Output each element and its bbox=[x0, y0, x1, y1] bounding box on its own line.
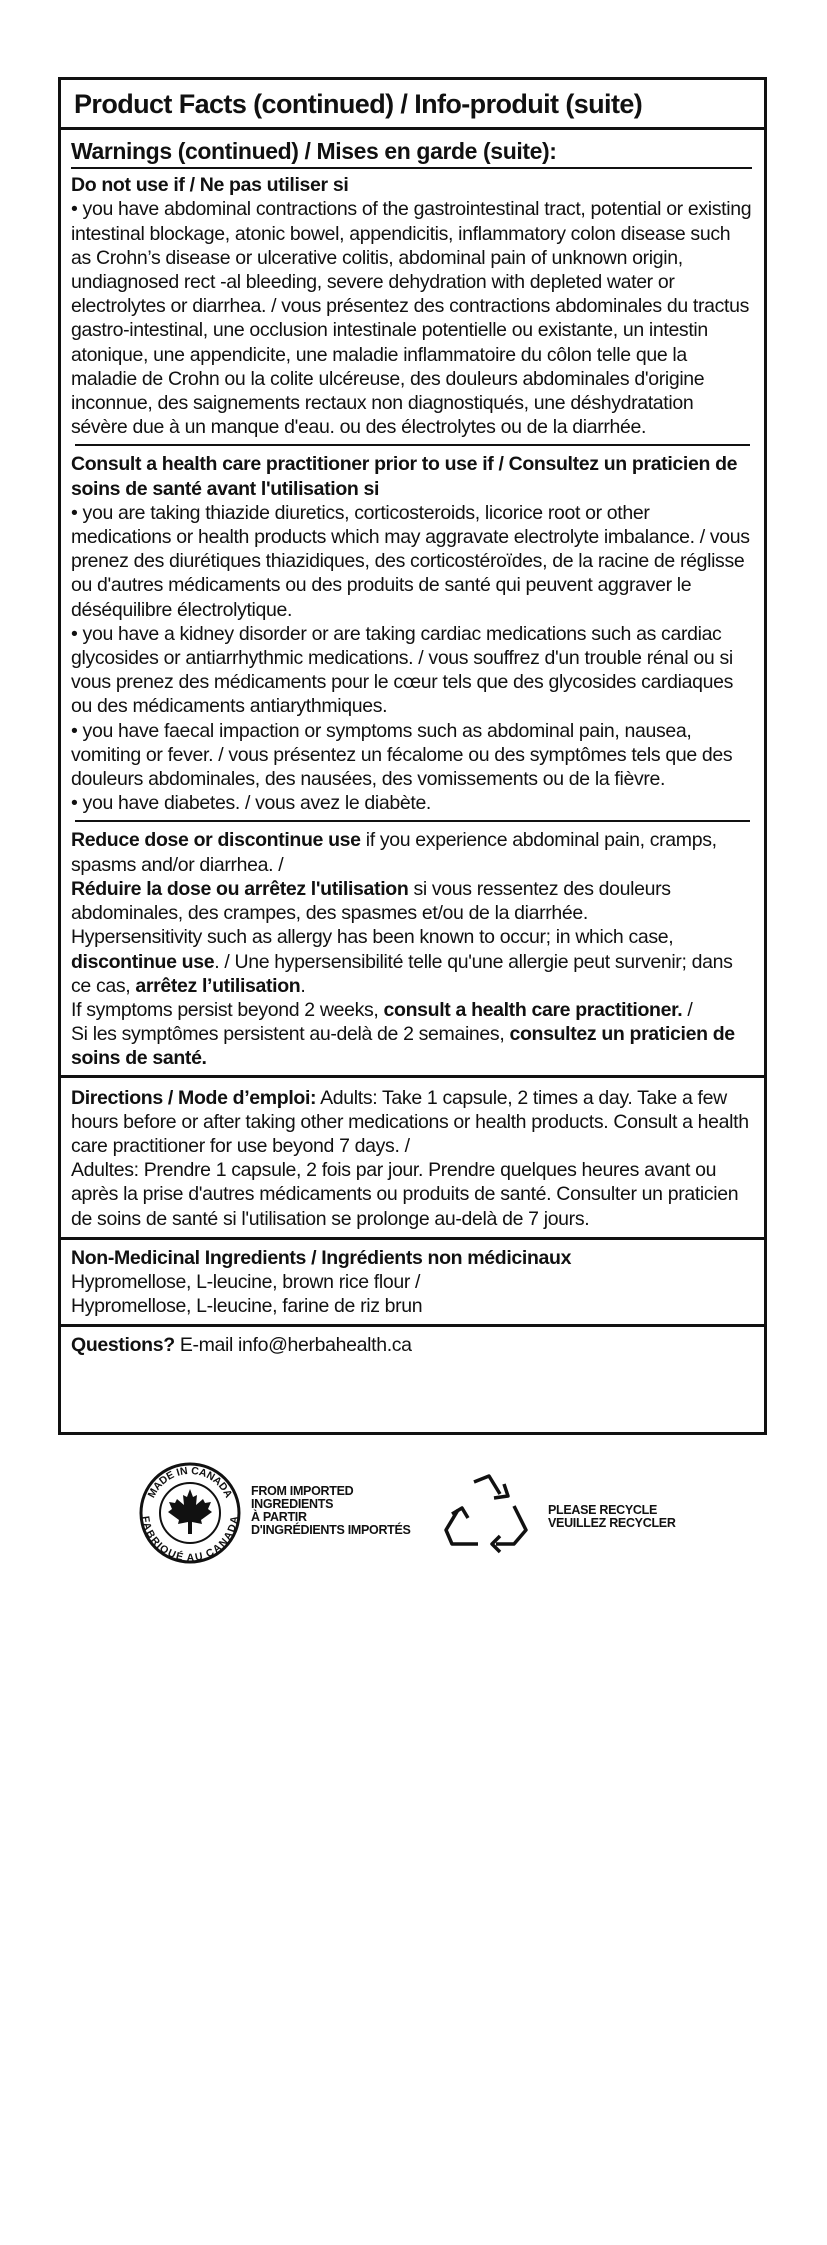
directions-section bbox=[61, 1078, 764, 1237]
period: . bbox=[300, 974, 306, 997]
directions-text: Adultes: Prendre 1 capsule, 2 fois par jour. Prendre quelques heures avant ou après la prise d'autres médicaments ou produits de santé. Consulter un praticien de soins de santé si l'utilisation se prolonge au-delà de 7 jours. bbox=[71, 1159, 739, 1230]
ingredients-line: Hypromellose, L-leucine, brown rice flour / bbox=[71, 1270, 421, 1293]
questions-label: Questions? bbox=[71, 1334, 175, 1357]
reduce-text: if you experience abdominal pain, cramps, spasms and/or diarrhea. / bbox=[71, 829, 717, 876]
ingredients-heading: Non-Medicinal Ingredients / Ingrédients non médicinaux bbox=[71, 1246, 572, 1269]
origin-line: À PARTIR bbox=[251, 1510, 307, 1524]
questions-section bbox=[61, 1327, 764, 1357]
consult-section bbox=[61, 452, 764, 815]
seal-bottom-text: FABRIQUÉ AU CANADA bbox=[139, 1515, 241, 1565]
directions-heading: Directions / Mode d’emploi: bbox=[71, 1086, 317, 1109]
recycle-icon bbox=[442, 1472, 532, 1558]
ingredients-line: Hypromellose, L-leucine, farine de riz brun bbox=[71, 1295, 423, 1318]
seal-top-text: MADE IN CANADA bbox=[145, 1464, 235, 1500]
consult-item: • you have a kidney disorder or are taking cardiac medications such as cardiac glycosides or antiarrhythmic medications. / vous souffrez d'un trouble rénal ou si vous prenez des médicaments pour le cœur tels que des glycosides cardiaques ou des médicaments antiarythmiques. bbox=[71, 622, 734, 718]
warnings-section bbox=[61, 139, 764, 439]
directions-text: Adults: Take 1 capsule, 2 times a day. Take a few hours before or after taking other medications or health products. Consult a health care practitioner for use beyond 7 days. / bbox=[71, 1086, 749, 1157]
divider bbox=[75, 444, 750, 446]
made-in-canada-seal bbox=[138, 1461, 242, 1565]
maple-leaf-icon bbox=[168, 1489, 212, 1534]
persist-text: / bbox=[682, 998, 693, 1021]
persist-text: Si les symptômes persistent au-delà de 2 semaines, bbox=[71, 1023, 505, 1046]
questions-email: E-mail info@herbahealth.ca bbox=[174, 1334, 412, 1357]
reduce-bold: Réduire la dose ou arrêtez l'utilisation bbox=[71, 877, 409, 900]
stop-bold: arrêtez l’utilisation bbox=[135, 974, 301, 997]
panel-title: Product Facts (continued) / Info-produit (suite) bbox=[61, 80, 764, 130]
badges-area bbox=[0, 1460, 827, 1570]
hypersensitivity-text: Hypersensitivity such as allergy has been known to occur; in which case, bbox=[71, 926, 674, 949]
consult-bold: consult a health care practitioner. bbox=[383, 998, 683, 1021]
product-facts-panel bbox=[58, 77, 767, 1435]
consult-item: • you have faecal impaction or symptoms such as abdominal pain, nausea, vomiting or fever. / vous présentez un fécalome ou des symptômes tels que des douleurs abdominales, des nausées, des vomissements ou de la fièvre. bbox=[71, 719, 733, 791]
origin-text bbox=[251, 1485, 411, 1537]
do-not-use-heading: Do not use if / Ne pas utiliser si bbox=[71, 174, 349, 197]
persist-text: If symptoms persist beyond 2 weeks, bbox=[71, 998, 379, 1021]
reduce-text: si vous ressentez des douleurs abdominales, des crampes, des spasmes et/ou de la diarrhée. bbox=[71, 877, 671, 925]
recycle-line: VEUILLEZ RECYCLER bbox=[548, 1516, 676, 1530]
recycle-line: PLEASE RECYCLE bbox=[548, 1503, 658, 1517]
origin-line: INGREDIENTS bbox=[251, 1497, 334, 1511]
hypersensitivity-text: . / Une hypersensibilité telle qu'une allergie peut survenir; dans ce cas, bbox=[71, 950, 733, 997]
origin-line: FROM IMPORTED bbox=[251, 1484, 354, 1498]
consult-heading: Consult a health care practitioner prior to use if / Consultez un praticien de soins de santé avant l'utilisation si bbox=[71, 453, 738, 500]
discontinue-bold: discontinue use bbox=[71, 950, 215, 973]
do-not-use-text: • you have abdominal contractions of the gastrointestinal tract, potential or existing intestinal blockage, atonic bowel, appendicitis, inflammatory colon disease such as Crohn’s disease or ulcerative colitis, abdominal pain of unknown origin, undiagnosed rect -al bleeding, severe dehydration with depleted water or electrolytes or diarrhea. / vous présentez des contractions abdominales du tractus gastro-intestinal, une occlusion intestinale potentielle ou existante, un intestin atonique, une appendicite, une maladie inflammatoire du côlon telle que la maladie de Crohn ou la colite ulcéreuse, des douleurs abdominales d'origine inconnue, des saignements rectaux non diagnostiqués, une déshydratation sévère due à un manque d'eau. ou des électrolytes ou de la diarrhée. bbox=[71, 198, 752, 439]
reduce-section bbox=[61, 828, 764, 1074]
origin-line: D'INGRÉDIENTS IMPORTÉS bbox=[251, 1523, 411, 1537]
warnings-heading: Warnings (continued) / Mises en garde (suite): bbox=[71, 139, 752, 169]
recycle-text bbox=[548, 1504, 676, 1530]
reduce-bold: Reduce dose or discontinue use bbox=[71, 829, 361, 852]
consult-bold: consultez un praticien de soins de santé. bbox=[71, 1023, 735, 1070]
divider bbox=[75, 820, 750, 822]
consult-item: • you have diabetes. / vous avez le diabète. bbox=[71, 792, 432, 815]
consult-item: • you are taking thiazide diuretics, corticosteroids, licorice root or other medications or health products which may aggravate electrolyte imbalance. / vous prenez des diurétiques thiazidiques, des corticostéroïdes, de la racine de réglisse ou d'autres médicaments ou des produits de santé qui peuvent aggraver le déséquilibre électrolytique. bbox=[71, 501, 750, 621]
ingredients-section bbox=[61, 1240, 764, 1325]
